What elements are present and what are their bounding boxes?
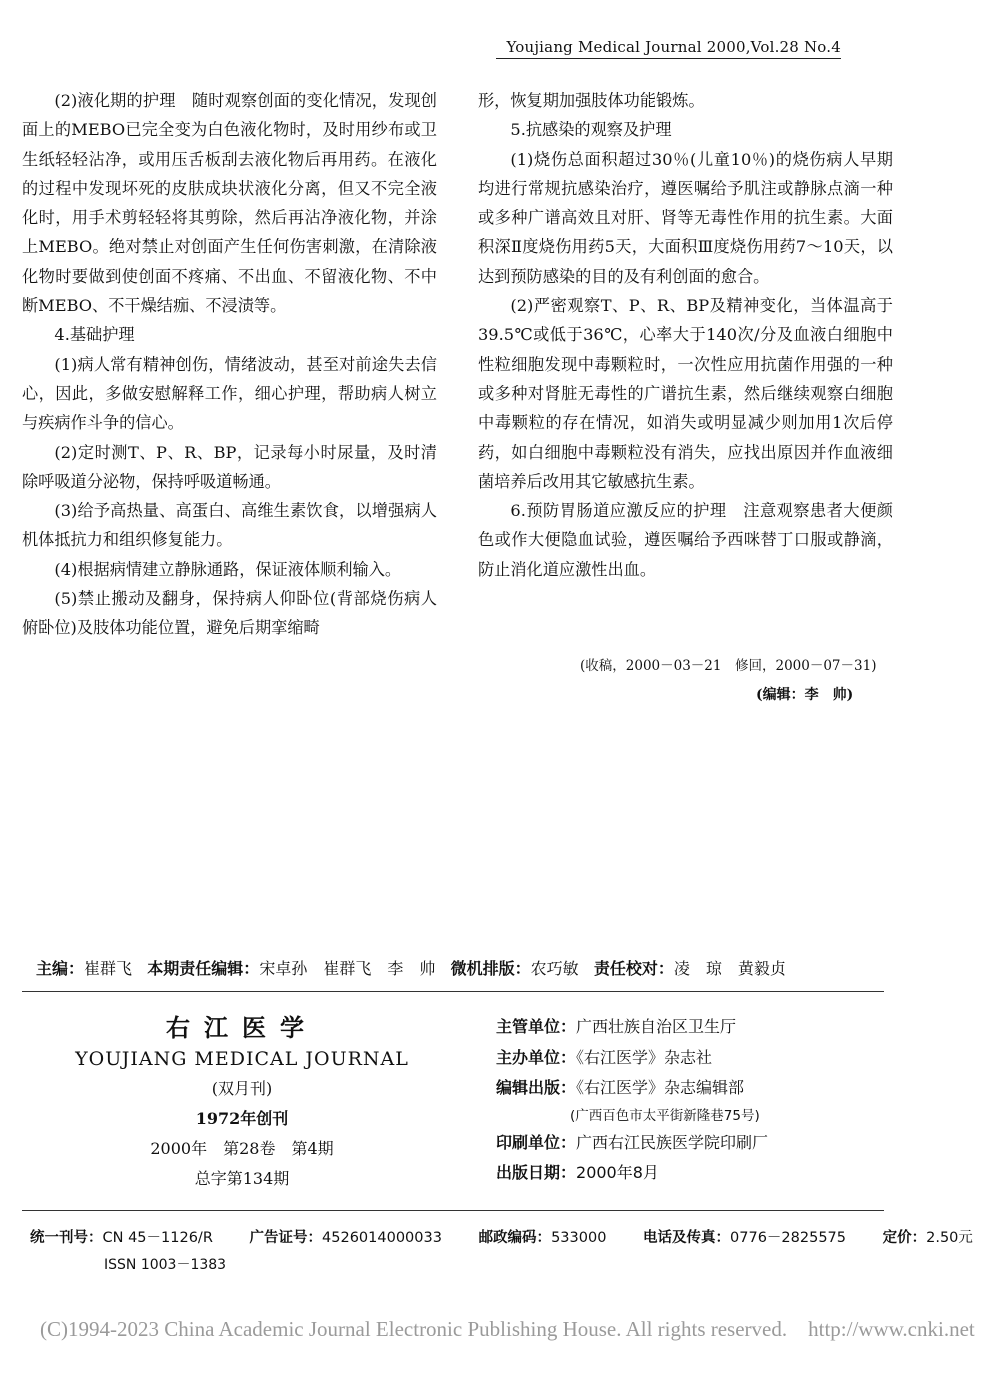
- paragraph: (2)严密观察T、P、R、BP及精神变化，当体温高于39.5℃或低于36℃，心率大于140次/分及血液白细胞中性粒细胞发现中毒颗粒时，一次性应用抗菌作用强的一种或多种对肾脏无毒性的广谱抗生素，然后继续观察白细胞中毒颗粒的存在情况，如消失或明显减少则加用1次后停药，如白细胞中毒颗粒没有消失，应找出原因并作血液细菌培养后改用其它敏感抗生素。: [478, 296, 893, 491]
- journal-name-en: YOUJIANG MEDICAL JOURNAL: [75, 1048, 409, 1070]
- divider: [22, 1210, 884, 1211]
- supervisor-row: [496, 1012, 768, 1043]
- supervisor-label: 主管单位：: [496, 1017, 577, 1036]
- publication-info: [496, 1012, 768, 1189]
- paragraph: 形，恢复期加强肢体功能锻炼。: [478, 91, 705, 110]
- staff-line: [36, 956, 786, 979]
- publisher-label: 编辑出版：: [496, 1078, 577, 1097]
- paragraph: (1)病人常有精神创伤，情绪波动，甚至对前途失去信心，因此，多做安慰解释工作，细心护理，帮助病人树立与疾病作斗争的信心。: [22, 354, 437, 433]
- supervisor-value: 广西壮族自治区卫生厅: [576, 1017, 737, 1036]
- price-label: 定价：: [882, 1230, 927, 1246]
- proofreaders: 凌 琼 黄毅贞: [673, 959, 786, 978]
- sponsor-row: [496, 1043, 768, 1074]
- journal-founded: 1972年创刊: [195, 1109, 289, 1128]
- publisher-address: (广西百色市太平街新隆巷75号): [570, 1107, 760, 1124]
- section-heading: 5.抗感染的观察及护理: [510, 120, 672, 140]
- paragraph: (3)给予高热量、高蛋白、高维生素饮食，以增强病人机体抵抗力和组织修复能力。: [22, 501, 437, 550]
- right-column: [478, 86, 893, 584]
- running-head: Youjiang Medical Journal 2000,Vol.28 No.4: [506, 38, 841, 56]
- cn-label: 统一刊号：: [30, 1230, 103, 1246]
- divider: [22, 991, 884, 992]
- tel-label: 电话及传真：: [643, 1230, 731, 1246]
- tel-value: 0776－2825575: [730, 1230, 847, 1246]
- duty-label: 本期责任编辑：: [147, 959, 260, 978]
- journal-issue: 2000年 第28卷 第4期: [150, 1139, 334, 1158]
- left-column: [22, 86, 437, 643]
- post-label: 邮政编码：: [478, 1230, 552, 1246]
- paragraph: (1)烧伤总面积超过30％(儿童10％)的烧伤病人早期均进行常规抗感染治疗，遵医嘱给予肌注或静脉点滴一种或多种广谱高效且对肝、肾等无毒性作用的抗生素。大面积深Ⅱ度烧伤用药5天，大面积Ⅲ度烧伤用药7～10天，以达到预防感染的目的及有利创面的愈合。: [478, 149, 893, 286]
- paragraph: (2)定时测T、P、R、BP，记录每小时尿量，及时清除呼吸道分泌物，保持呼吸道畅通。: [22, 442, 437, 491]
- typesetter: 农巧敏: [530, 959, 579, 978]
- footer-line: [30, 1226, 1005, 1247]
- post-value: 533000: [551, 1230, 607, 1246]
- printer-label: 印刷单位：: [496, 1132, 577, 1152]
- header-rule: [496, 58, 841, 59]
- receipt-dates: (收稿，2000－03－21 修回，2000－07－31): [580, 658, 877, 674]
- journal-masthead: [22, 1012, 462, 1194]
- ad-label: 广告证号：: [249, 1230, 323, 1246]
- date-label: 出版日期：: [496, 1163, 577, 1182]
- date-row: [496, 1158, 768, 1189]
- article-editor: (编辑：李 帅): [756, 687, 854, 703]
- journal-name-cn: 右江医学: [166, 1013, 318, 1042]
- printer-row: [496, 1128, 768, 1159]
- paragraph: (5)禁止搬动及翻身，保持病人仰卧位(背部烧伤病人俯卧位)及肢体功能位置，避免后期挛缩畸: [22, 589, 437, 638]
- copyright-notice: (C)1994-2023 China Academic Journal Electronic Publishing House. All rights reserved. http://www.cnki.net: [40, 1317, 975, 1341]
- journal-total: 总字第134期: [194, 1169, 290, 1188]
- paragraph: (2)液化期的护理 随时观察创面的变化情况，发现创面上的MEBO已完全变为白色液化物时，及时用纱布或卫生纸轻轻沾净，或用压舌板刮去液化物后再用药。在液化的过程中发现坏死的皮肤成块状液化分离，但又不完全液化时，用手术剪轻轻将其剪除，然后再沾净液化物，并涂上MEBO。绝对禁止对创面产生任何伤害刺激，在清除液化物时要做到使创面不疼痛、不出血、不留液化物、不中断MEBO、不干燥结痂、不浸渍等。: [22, 91, 437, 316]
- printer-value: 广西右江民族医学院印刷厂: [576, 1132, 769, 1152]
- paragraph: 6.预防胃肠道应激反应的护理 注意观察患者大便颜色或作大便隐血试验，遵医嘱给予西咪替丁口服或静滴，防止消化道应激性出血。: [478, 501, 893, 579]
- publisher-row: [496, 1073, 768, 1104]
- issn: ISSN 1003－1383: [104, 1257, 227, 1273]
- price-value: 2.50元: [926, 1230, 973, 1246]
- paragraph: (4)根据病情建立静脉通路，保证液体顺利输入。: [54, 559, 402, 579]
- chief-editor: 崔群飞: [84, 959, 133, 978]
- sponsor-value: 《右江医学》杂志社: [576, 1047, 713, 1067]
- chief-label: 主编：: [36, 959, 85, 978]
- date-value: 2000年8月: [576, 1163, 659, 1182]
- ad-value: 4526014000033: [322, 1230, 442, 1246]
- sponsor-label: 主办单位：: [496, 1047, 577, 1067]
- duty-editors: 宋卓孙 崔群飞 李 帅: [259, 959, 436, 978]
- section-heading: 4.基础护理: [54, 325, 135, 345]
- publisher-value: 《右江医学》杂志编辑部: [576, 1078, 745, 1097]
- cn-value: CN 45－1126/R: [102, 1230, 213, 1246]
- journal-frequency: (双月刊): [211, 1079, 273, 1098]
- proof-label: 责任校对：: [593, 959, 674, 978]
- typeset-label: 微机排版：: [450, 959, 531, 978]
